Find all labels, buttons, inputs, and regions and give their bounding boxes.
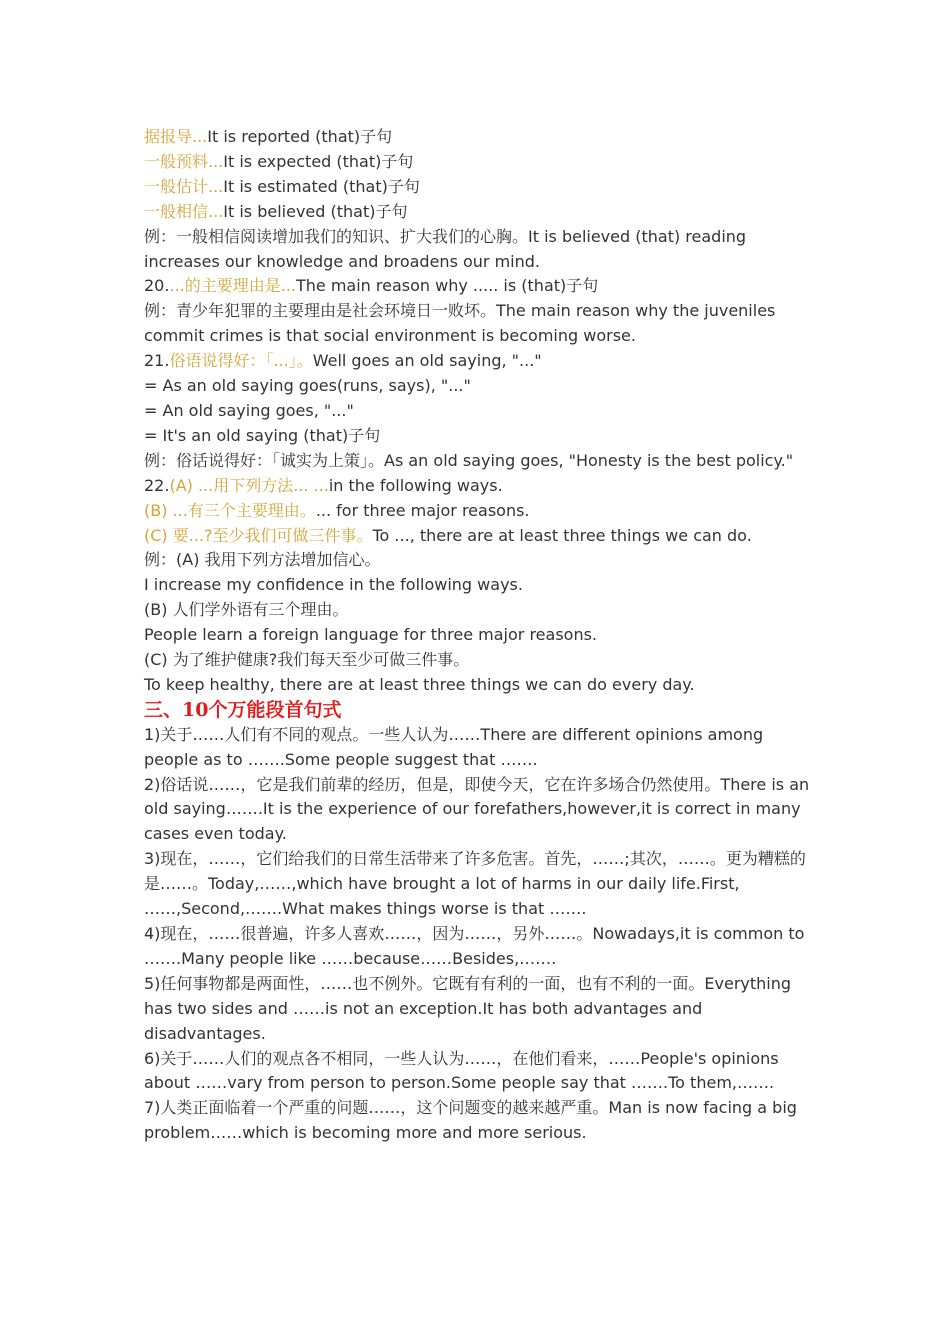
opening-sentence-3: 3)现在，……，它们给我们的日常生活带来了许多危害。首先，……;其次，……。更为糟糕的是……。Today,……,which have brought a lot of harms in our daily life.First, ……,Second,…….What makes things worse is that …….: [144, 849, 806, 919]
item-21-alt-2: = An old saying goes, "...": [144, 400, 354, 420]
item-20-example: 例：青少年犯罪的主要理由是社会环境日一败坏。The main reason why the juveniles commit crimes is that social environment is becoming worse.: [144, 301, 776, 346]
opening-sentence-1: 1)关于……人们有不同的观点。一些人认为……There are different opinions among people as to …….Some people suggest that …….: [144, 724, 764, 769]
item-22-example-c-en: To keep healthy, there are at least three things we can do every day.: [144, 674, 695, 694]
english-pattern: It is expected (that)子句: [223, 151, 414, 171]
opening-sentence-2: 2)俗话说……，它是我们前辈的经历，但是，即使今天，它在许多场合仍然使用。There is an old saying…….It is the experience of our forefathers,however,it is correct in many cases even today.: [144, 774, 810, 844]
item-20-pattern: [144, 274, 814, 299]
intro-line-reported: [144, 125, 814, 150]
highlight-phrase: (C) 要...?至少我们可做三件事。: [144, 525, 373, 545]
english-pattern: Well goes an old saying, "...": [312, 351, 542, 371]
english-pattern: It is estimated (that)子句: [223, 176, 420, 196]
item-21-alt-3: = It's an old saying (that)子句: [144, 425, 381, 445]
item-number: 22.: [144, 475, 170, 495]
highlight-phrase: 一般预料...: [144, 151, 224, 171]
english-pattern: The main reason why ..... is (that)子句: [295, 276, 599, 296]
opening-sentence-6: 6)关于……人们的观点各不相同，一些人认为……，在他们看来，……People's opinions about ……vary from person to person.Some people say that …….To them,…….: [144, 1048, 779, 1093]
english-pattern: To ..., there are at least three things we can do.: [372, 525, 752, 545]
item-21-example: 例：俗话说得好：「诚实为上策」。As an old saying goes, "Honesty is the best policy.": [144, 450, 794, 470]
english-pattern: ... for three major reasons.: [315, 500, 530, 520]
item-22-example-b-en: People learn a foreign language for three major reasons.: [144, 625, 597, 645]
item-21-pattern: [144, 349, 814, 374]
highlight-phrase: (B) ...有三个主要理由。: [144, 500, 316, 520]
intro-line-estimated: [144, 175, 814, 200]
intro-line-believed: [144, 200, 814, 225]
highlight-phrase: 俗语说得好：「...」。: [169, 351, 313, 371]
item-22-pattern-a: [144, 474, 814, 499]
opening-sentence-7: 7)人类正面临着一个严重的问题……，这个问题变的越来越严重。Man is now facing a big problem……which is becoming more and more serious.: [144, 1098, 797, 1143]
highlight-phrase: ...的主要理由是...: [169, 276, 296, 296]
highlight-phrase: 据报导...: [144, 127, 208, 146]
english-pattern: in the following ways.: [328, 475, 503, 495]
item-22-pattern-c: [144, 524, 814, 549]
english-pattern: It is reported (that)子句: [207, 127, 393, 146]
intro-line-expected: [144, 150, 814, 175]
item-22-example-c-cn: (C) 为了维护健康?我们每天至少可做三件事。: [144, 650, 470, 670]
english-pattern: It is believed (that)子句: [223, 201, 408, 221]
item-number: 21.: [144, 351, 170, 371]
item-22-pattern-b: [144, 499, 814, 524]
item-22-example-a-en: I increase my confidence in the following ways.: [144, 575, 523, 595]
example-believed: 例：一般相信阅读增加我们的知识、扩大我们的心胸。It is believed (that) reading increases our knowledge and broadens our mind.: [144, 226, 747, 271]
highlight-phrase: 一般估计...: [144, 176, 224, 196]
highlight-phrase: 一般相信...: [144, 201, 224, 221]
opening-sentence-5: 5)任何事物都是两面性，……也不例外。它既有有利的一面，也有不利的一面。Everything has two sides and ……is not an exception.It has both advantages and disadvantages.: [144, 973, 792, 1043]
item-21-alt-1: = As an old saying goes(runs, says), "...": [144, 376, 471, 396]
opening-sentence-4: 4)现在，……很普遍，许多人喜欢……，因为……，另外……。Nowadays,it is common to …….Many people like ……because……Besides,…….: [144, 924, 805, 968]
highlight-phrase: (A) ...用下列方法... ...: [169, 475, 329, 495]
item-number: 20.: [144, 276, 170, 296]
item-22-example-b-cn: (B) 人们学外语有三个理由。: [144, 600, 349, 620]
document-page: [144, 125, 814, 1146]
section-heading: 三、10个万能段首句式: [144, 698, 342, 721]
item-22-example-a-cn: 例：(A) 我用下列方法增加信心。: [144, 550, 381, 570]
